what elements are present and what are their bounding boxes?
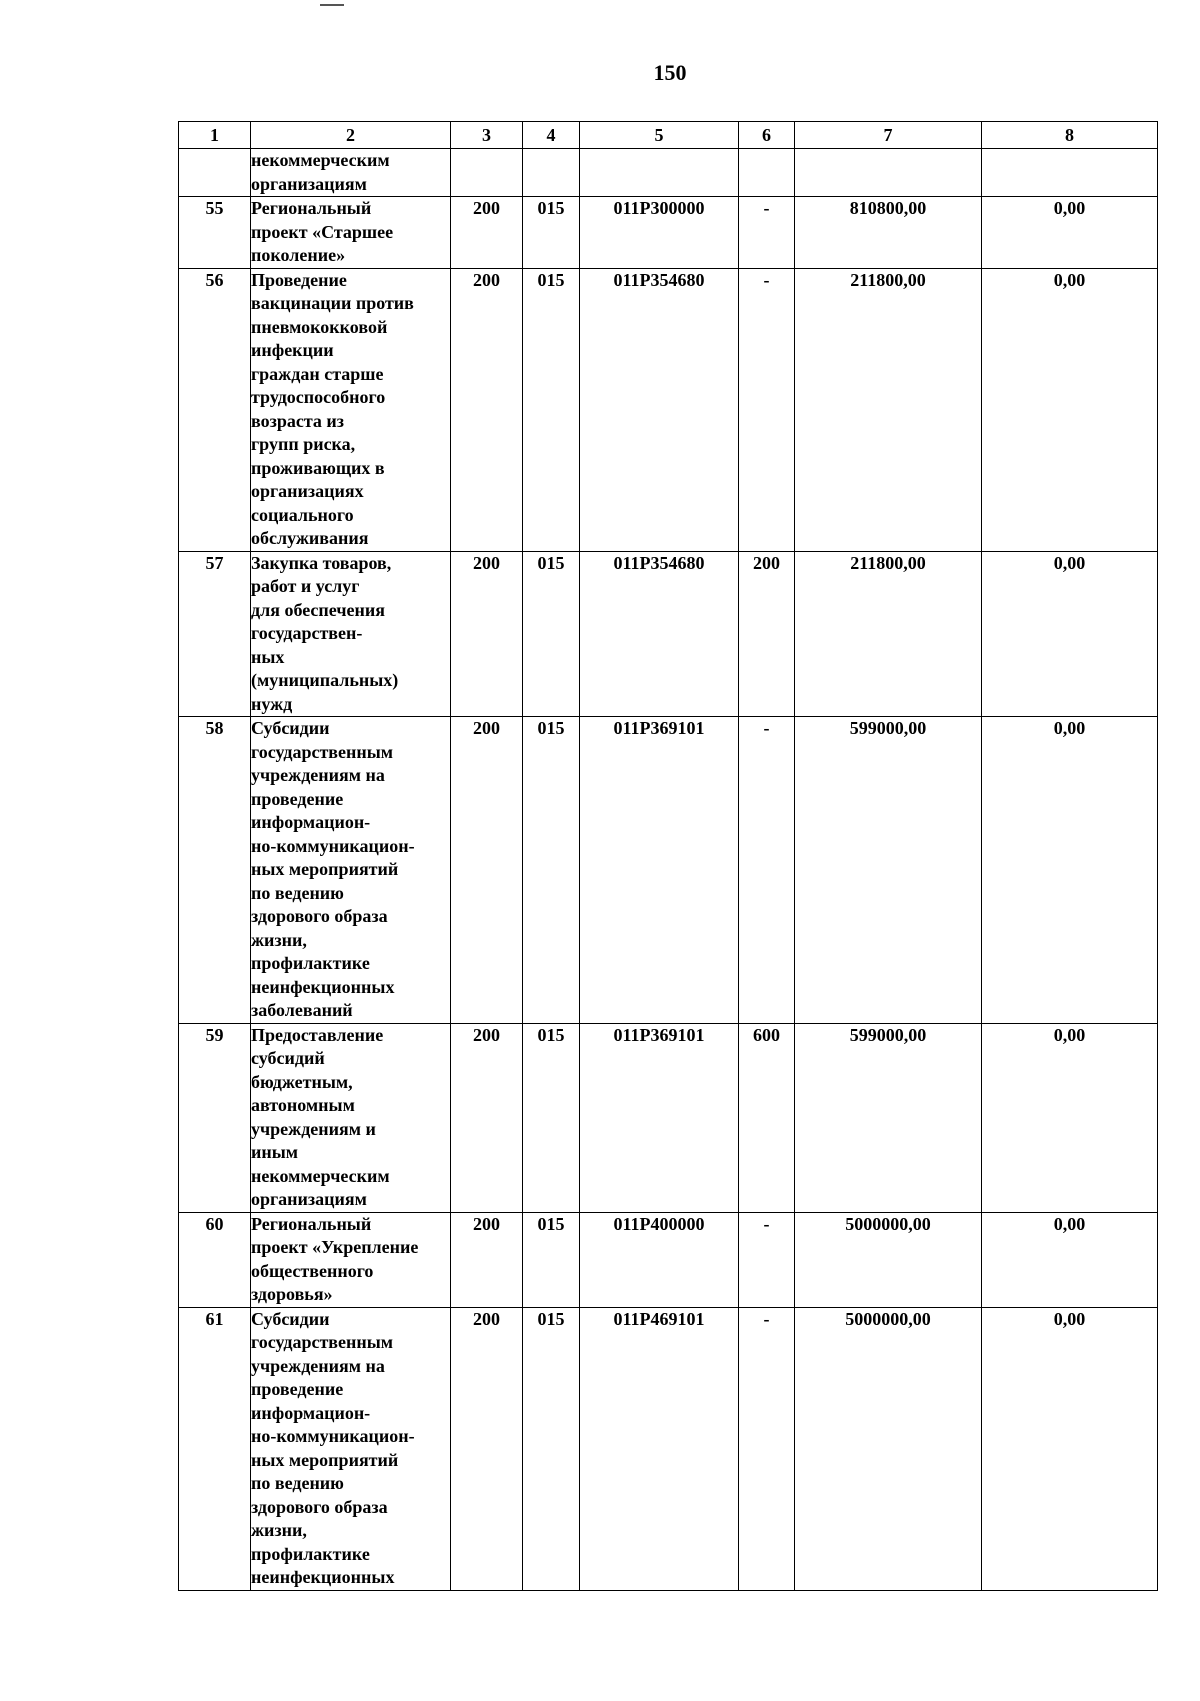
row-cell-7: 211800,00 xyxy=(795,551,982,717)
row-name: Региональный проект «Старшее поколение» xyxy=(251,197,451,269)
row-cell-7: 5000000,00 xyxy=(795,1307,982,1590)
scan-mark xyxy=(320,4,344,6)
row-name: Субсидии государственным учреждениям на проведение информацион- но-коммуникацион- ных мероприятий по ведению здорового образа жизни, профилактике неинфекционных xyxy=(251,1307,451,1590)
row-cell-4: 015 xyxy=(523,268,580,551)
row-cell-8: 0,00 xyxy=(982,551,1158,717)
row-number: 56 xyxy=(179,268,251,551)
row-cell-4: 015 xyxy=(523,1307,580,1590)
table-row xyxy=(179,149,1158,197)
row-number: 57 xyxy=(179,551,251,717)
row-name: Субсидии государственным учреждениям на проведение информацион- но-коммуникацион- ных мероприятий по ведению здорового образа жизни, профилактике неинфекционных заболеваний xyxy=(251,717,451,1024)
row-number: 60 xyxy=(179,1212,251,1307)
row-cell-6: - xyxy=(739,268,795,551)
row-cell-4 xyxy=(523,149,580,197)
budget-table xyxy=(178,121,1158,1591)
row-cell-6: - xyxy=(739,717,795,1024)
table-row xyxy=(179,551,1158,717)
column-header-1: 1 xyxy=(179,122,251,149)
table-row xyxy=(179,717,1158,1024)
row-cell-8: 0,00 xyxy=(982,1212,1158,1307)
row-cell-5: 011P354680 xyxy=(580,551,739,717)
row-cell-5: 011P369101 xyxy=(580,1023,739,1212)
table-row xyxy=(179,197,1158,269)
row-cell-4: 015 xyxy=(523,197,580,269)
row-cell-8 xyxy=(982,149,1158,197)
row-cell-3: 200 xyxy=(451,1212,523,1307)
header-row xyxy=(179,122,1158,149)
table-row xyxy=(179,268,1158,551)
row-name: некоммерческим организациям xyxy=(251,149,451,197)
row-cell-5: 011P469101 xyxy=(580,1307,739,1590)
row-cell-8: 0,00 xyxy=(982,197,1158,269)
row-cell-7: 211800,00 xyxy=(795,268,982,551)
row-cell-3: 200 xyxy=(451,551,523,717)
column-header-7: 7 xyxy=(795,122,982,149)
row-cell-7: 810800,00 xyxy=(795,197,982,269)
table-row xyxy=(179,1307,1158,1590)
row-cell-5 xyxy=(580,149,739,197)
row-cell-6: - xyxy=(739,197,795,269)
row-cell-6 xyxy=(739,149,795,197)
column-header-6: 6 xyxy=(739,122,795,149)
row-number: 61 xyxy=(179,1307,251,1590)
row-cell-8: 0,00 xyxy=(982,1307,1158,1590)
row-cell-7: 599000,00 xyxy=(795,1023,982,1212)
row-number: 59 xyxy=(179,1023,251,1212)
row-cell-6: - xyxy=(739,1212,795,1307)
row-cell-8: 0,00 xyxy=(982,268,1158,551)
row-cell-3: 200 xyxy=(451,1023,523,1212)
row-cell-4: 015 xyxy=(523,717,580,1024)
row-name: Проведение вакцинации против пневмококковой инфекции граждан старше трудоспособного возраста из групп риска, проживающих в организациях социального обслуживания xyxy=(251,268,451,551)
column-header-2: 2 xyxy=(251,122,451,149)
row-name: Региональный проект «Укрепление общественного здоровья» xyxy=(251,1212,451,1307)
row-cell-7: 599000,00 xyxy=(795,717,982,1024)
row-name: Предоставление субсидий бюджетным, автономным учреждениям и иным некоммерческим организациям xyxy=(251,1023,451,1212)
row-number: 55 xyxy=(179,197,251,269)
row-cell-4: 015 xyxy=(523,551,580,717)
table-row xyxy=(179,1212,1158,1307)
row-name: Закупка товаров, работ и услуг для обеспечения государствен- ных (муниципальных) нужд xyxy=(251,551,451,717)
row-cell-3 xyxy=(451,149,523,197)
column-header-3: 3 xyxy=(451,122,523,149)
row-cell-7 xyxy=(795,149,982,197)
column-header-4: 4 xyxy=(523,122,580,149)
row-cell-7: 5000000,00 xyxy=(795,1212,982,1307)
page-number: 150 xyxy=(653,60,687,85)
row-cell-8: 0,00 xyxy=(982,717,1158,1024)
row-cell-6: 600 xyxy=(739,1023,795,1212)
column-header-8: 8 xyxy=(982,122,1158,149)
row-cell-5: 011P300000 xyxy=(580,197,739,269)
row-cell-8: 0,00 xyxy=(982,1023,1158,1212)
row-cell-5: 011P400000 xyxy=(580,1212,739,1307)
row-cell-6: 200 xyxy=(739,551,795,717)
row-cell-5: 011P369101 xyxy=(580,717,739,1024)
row-cell-5: 011P354680 xyxy=(580,268,739,551)
row-cell-6: - xyxy=(739,1307,795,1590)
row-cell-4: 015 xyxy=(523,1023,580,1212)
row-number: 58 xyxy=(179,717,251,1024)
table-row xyxy=(179,1023,1158,1212)
row-cell-4: 015 xyxy=(523,1212,580,1307)
row-cell-3: 200 xyxy=(451,268,523,551)
column-header-5: 5 xyxy=(580,122,739,149)
row-cell-3: 200 xyxy=(451,197,523,269)
row-cell-3: 200 xyxy=(451,717,523,1024)
row-cell-3: 200 xyxy=(451,1307,523,1590)
row-number xyxy=(179,149,251,197)
